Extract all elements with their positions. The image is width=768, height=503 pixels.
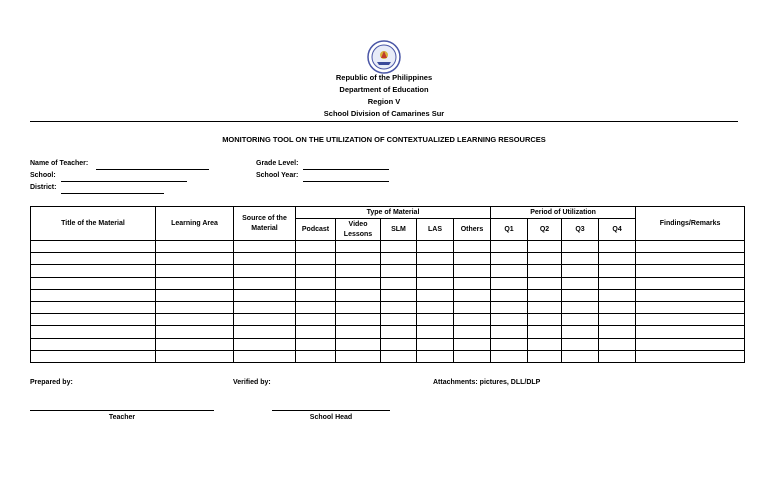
teacher-signature-label: Teacher [108, 414, 136, 421]
table-cell[interactable] [336, 314, 381, 326]
table-cell[interactable] [156, 265, 234, 277]
col-slm: SLM [381, 219, 417, 241]
table-cell[interactable] [31, 301, 156, 313]
grade-label: Grade Level: [256, 160, 299, 167]
header-department: Department of Education [339, 85, 429, 94]
table-cell[interactable] [31, 277, 156, 289]
table-cell[interactable] [336, 277, 381, 289]
table-cell[interactable] [234, 277, 296, 289]
table-cell[interactable] [156, 301, 234, 313]
table-cell[interactable] [599, 265, 636, 277]
table-cell[interactable] [636, 326, 745, 338]
table-cell[interactable] [562, 350, 599, 362]
table-cell[interactable] [381, 277, 417, 289]
table-cell[interactable] [491, 301, 528, 313]
table-cell[interactable] [296, 350, 336, 362]
col-q4: Q4 [599, 219, 636, 241]
table-cell[interactable] [528, 326, 562, 338]
col-source: Source of the Material [234, 207, 296, 241]
table-cell[interactable] [528, 338, 562, 350]
table-row [31, 253, 745, 265]
table-cell[interactable] [599, 277, 636, 289]
table-cell[interactable] [417, 241, 454, 253]
table-row [31, 301, 745, 313]
table-cell[interactable] [336, 350, 381, 362]
table-cell[interactable] [381, 301, 417, 313]
table-cell[interactable] [636, 253, 745, 265]
table-row [31, 338, 745, 350]
col-others: Others [454, 219, 491, 241]
table-cell[interactable] [599, 314, 636, 326]
table-cell[interactable] [234, 253, 296, 265]
table-cell[interactable] [636, 241, 745, 253]
table-cell[interactable] [636, 314, 745, 326]
table-cell[interactable] [381, 314, 417, 326]
table-cell[interactable] [562, 277, 599, 289]
col-q2: Q2 [528, 219, 562, 241]
table-cell[interactable] [381, 241, 417, 253]
col-learning-area: Learning Area [156, 207, 234, 241]
table-cell[interactable] [31, 253, 156, 265]
table-cell[interactable] [156, 350, 234, 362]
table-cell[interactable] [454, 350, 491, 362]
attachments-label: Attachments: pictures, DLL/DLP [433, 379, 541, 386]
table-cell[interactable] [491, 277, 528, 289]
header-division: School Division of Camarines Sur [323, 109, 445, 118]
table-cell[interactable] [454, 338, 491, 350]
table-cell[interactable] [417, 338, 454, 350]
table-cell[interactable] [491, 314, 528, 326]
table-cell[interactable] [599, 326, 636, 338]
table-cell[interactable] [31, 338, 156, 350]
table-cell[interactable] [528, 265, 562, 277]
table-cell[interactable] [381, 338, 417, 350]
table-cell[interactable] [417, 350, 454, 362]
monitoring-table [30, 206, 745, 363]
table-cell[interactable] [599, 253, 636, 265]
table-cell[interactable] [491, 338, 528, 350]
table-cell[interactable] [336, 289, 381, 301]
table-cell[interactable] [336, 253, 381, 265]
table-cell[interactable] [491, 265, 528, 277]
header-divider [30, 121, 738, 122]
table-row [31, 241, 745, 253]
col-findings: Findings/Remarks [636, 207, 745, 241]
table-cell[interactable] [491, 289, 528, 301]
table-cell[interactable] [336, 301, 381, 313]
table-row [31, 350, 745, 362]
table-cell[interactable] [31, 350, 156, 362]
school-label: School: [30, 172, 56, 179]
table-cell[interactable] [336, 265, 381, 277]
table-cell[interactable] [417, 277, 454, 289]
table-cell[interactable] [599, 289, 636, 301]
table-cell[interactable] [31, 326, 156, 338]
table-body [31, 241, 745, 363]
table-cell[interactable] [296, 314, 336, 326]
col-video-lessons: Video Lessons [336, 219, 381, 241]
table-cell[interactable] [296, 241, 336, 253]
table-cell[interactable] [381, 253, 417, 265]
table-cell[interactable] [234, 241, 296, 253]
deped-seal-icon [367, 40, 401, 74]
header-republic: Republic of the Philippines [335, 73, 433, 82]
table-row [31, 265, 745, 277]
table-cell[interactable] [156, 314, 234, 326]
table-cell[interactable] [454, 253, 491, 265]
table-cell[interactable] [234, 301, 296, 313]
table-cell[interactable] [417, 289, 454, 301]
table-cell[interactable] [636, 265, 745, 277]
head-signature-label: School Head [309, 414, 353, 421]
table-row [31, 289, 745, 301]
table-cell[interactable] [636, 301, 745, 313]
table-cell[interactable] [454, 289, 491, 301]
table-cell[interactable] [454, 326, 491, 338]
district-label: District: [30, 184, 57, 191]
table-row [31, 314, 745, 326]
table-cell[interactable] [454, 301, 491, 313]
teacher-label: Name of Teacher: [30, 160, 89, 167]
table-cell[interactable] [599, 241, 636, 253]
table-cell[interactable] [528, 350, 562, 362]
table-cell[interactable] [381, 289, 417, 301]
year-label: School Year: [256, 172, 299, 179]
col-podcast: Podcast [296, 219, 336, 241]
table-cell[interactable] [417, 326, 454, 338]
table-cell[interactable] [528, 301, 562, 313]
table-cell[interactable] [636, 338, 745, 350]
grade-field[interactable] [303, 169, 389, 170]
table-cell[interactable] [336, 326, 381, 338]
table-cell[interactable] [296, 253, 336, 265]
table-cell[interactable] [599, 338, 636, 350]
table-cell[interactable] [417, 265, 454, 277]
table-cell[interactable] [296, 289, 336, 301]
table-cell[interactable] [156, 326, 234, 338]
table-cell[interactable] [31, 289, 156, 301]
table-cell[interactable] [156, 289, 234, 301]
school-field[interactable] [61, 181, 187, 182]
table-cell[interactable] [234, 265, 296, 277]
table-cell[interactable] [234, 326, 296, 338]
table-cell[interactable] [156, 338, 234, 350]
table-cell[interactable] [417, 301, 454, 313]
prepared-label: Prepared by: [30, 379, 73, 386]
table-cell[interactable] [31, 314, 156, 326]
table-cell[interactable] [296, 326, 336, 338]
table-cell[interactable] [381, 265, 417, 277]
table-row [31, 277, 745, 289]
table-cell[interactable] [599, 301, 636, 313]
table-cell[interactable] [381, 326, 417, 338]
page-title: MONITORING TOOL ON THE UTILIZATION OF CONTEXTUALIZED LEARNING RESOURCES [222, 135, 546, 144]
col-q3: Q3 [562, 219, 599, 241]
table-row [31, 326, 745, 338]
table-cell[interactable] [296, 338, 336, 350]
table-cell[interactable] [454, 277, 491, 289]
table-cell[interactable] [234, 338, 296, 350]
table-cell[interactable] [562, 289, 599, 301]
table-cell[interactable] [31, 265, 156, 277]
col-q1: Q1 [491, 219, 528, 241]
table-cell[interactable] [528, 277, 562, 289]
table-cell[interactable] [454, 265, 491, 277]
table-cell[interactable] [528, 314, 562, 326]
table-cell[interactable] [31, 241, 156, 253]
table-cell[interactable] [491, 253, 528, 265]
table-cell[interactable] [156, 241, 234, 253]
table-cell[interactable] [454, 314, 491, 326]
head-signature-line[interactable] [272, 410, 390, 411]
table-cell[interactable] [417, 253, 454, 265]
district-field[interactable] [61, 193, 164, 194]
table-cell[interactable] [528, 241, 562, 253]
table-cell[interactable] [636, 350, 745, 362]
table-cell[interactable] [491, 241, 528, 253]
table-cell[interactable] [599, 350, 636, 362]
col-period-group: Period of Utilization [491, 207, 636, 219]
table-cell[interactable] [528, 289, 562, 301]
table-cell[interactable] [156, 277, 234, 289]
table-cell[interactable] [491, 350, 528, 362]
table-cell[interactable] [491, 326, 528, 338]
table-cell[interactable] [636, 277, 745, 289]
table-cell[interactable] [636, 289, 745, 301]
col-las: LAS [417, 219, 454, 241]
table-cell[interactable] [156, 253, 234, 265]
table-cell[interactable] [562, 326, 599, 338]
col-type-group: Type of Material [296, 207, 491, 219]
table-cell[interactable] [234, 350, 296, 362]
table-cell[interactable] [562, 265, 599, 277]
table-cell[interactable] [562, 253, 599, 265]
table-cell[interactable] [562, 301, 599, 313]
table-cell[interactable] [528, 253, 562, 265]
table-cell[interactable] [336, 241, 381, 253]
table-cell[interactable] [296, 301, 336, 313]
table-cell[interactable] [562, 314, 599, 326]
table-cell[interactable] [234, 314, 296, 326]
table-cell[interactable] [562, 338, 599, 350]
verified-label: Verified by: [233, 379, 271, 386]
teacher-field[interactable] [96, 169, 209, 170]
col-title: Title of the Material [31, 207, 156, 241]
teacher-signature-line[interactable] [30, 410, 214, 411]
table-cell[interactable] [562, 241, 599, 253]
table-cell[interactable] [454, 241, 491, 253]
table-cell[interactable] [417, 314, 454, 326]
table-cell[interactable] [381, 350, 417, 362]
table-cell[interactable] [296, 265, 336, 277]
header-region: Region V [367, 97, 401, 106]
year-field[interactable] [303, 181, 389, 182]
table-cell[interactable] [336, 338, 381, 350]
table-cell[interactable] [296, 277, 336, 289]
table-cell[interactable] [234, 289, 296, 301]
